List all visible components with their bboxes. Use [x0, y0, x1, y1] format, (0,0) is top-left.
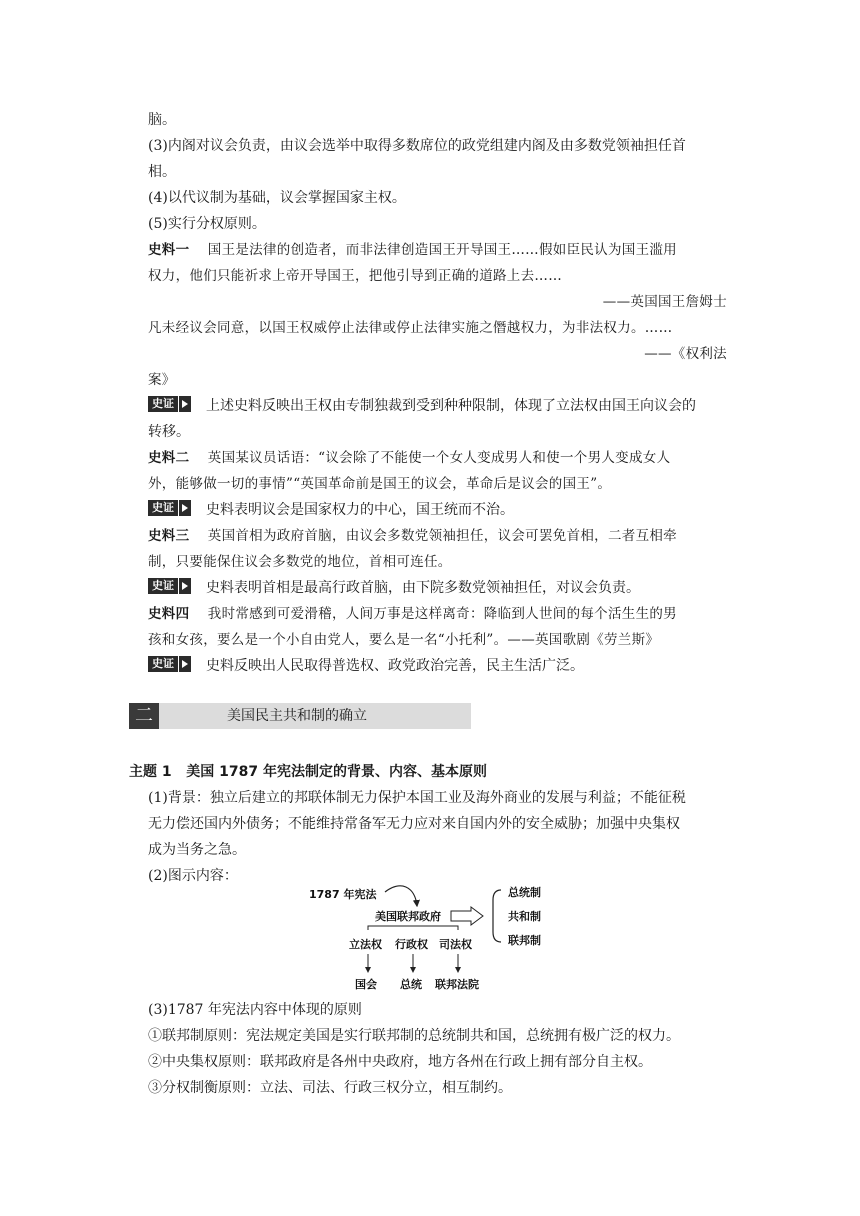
text-line: ③分权制衡原则：立法、司法、行政三权分立，相互制约。 — [148, 1080, 512, 1096]
curved-arrow-icon — [385, 886, 417, 906]
evidence-badge-icon: 史证 — [148, 656, 192, 672]
constitution-diagram — [305, 876, 565, 996]
material-label: 史料四 — [148, 606, 190, 622]
text-line: (3)内阁对议会负责，由议会选举中取得多数席位的政党组建内阁及由多数党领袖担任首 — [148, 138, 686, 154]
material-text: 凡未经议会同意，以国王权威停止法律或停止法律实施之僭越权力，为非法权力。…… — [148, 320, 673, 336]
evidence-badge-icon: 史证 — [148, 500, 192, 516]
topic-label: 主题 1 — [129, 764, 172, 780]
diagram-right-item: 共和制 — [508, 910, 541, 923]
text-line: (1)背景：独立后建立的邦联体制无力保护本国工业及海外商业的发展与利益；不能征税 — [148, 790, 686, 806]
source-material-2 — [148, 448, 670, 468]
text-line: 无力偿还国内外债务；不能维持常备军无力应对来自国内外的安全威胁；加强中央集权 — [148, 816, 680, 832]
diagram-power: 立法权 — [349, 938, 382, 951]
topic-heading — [129, 762, 487, 782]
bracket-line — [368, 926, 458, 930]
hollow-arrow-icon — [451, 907, 483, 925]
text-line: (5)实行分权原则。 — [148, 216, 266, 232]
evidence-3 — [148, 578, 640, 598]
source-material-1 — [148, 240, 677, 260]
material-text: 外，能够做一切的事情”“英国革命前是国王的议会，革命后是议会的国王”。 — [148, 476, 612, 492]
evidence-badge-icon: 史证 — [148, 578, 192, 594]
material-label: 史料二 — [148, 450, 190, 466]
evidence-text: 史料反映出人民取得普选权、政党政治完善，民主生活广泛。 — [206, 658, 584, 674]
evidence-2 — [148, 500, 514, 520]
material-label: 史料一 — [148, 242, 190, 258]
evidence-text: 史料表明议会是国家权力的中心，国王统而不治。 — [206, 502, 514, 518]
diagram-body: 联邦法院 — [435, 978, 479, 991]
figure-label: (2)图示内容： — [148, 868, 238, 884]
source-material-4 — [148, 604, 677, 624]
material-text: 权力，他们只能祈求上帝开导国王，把他引导到正确的道路上去…… — [148, 268, 562, 284]
evidence-text: 上述史料反映出王权由专制独裁到受到种种限制，体现了立法权由国王向议会的 — [206, 398, 696, 414]
source-material-3 — [148, 526, 677, 546]
evidence-badge-icon: 史证 — [148, 396, 192, 412]
text-line: 脑。 — [148, 112, 176, 128]
evidence-text: 史料表明首相是最高行政首脑，由下院多数党领袖担任，对议会负责。 — [206, 580, 640, 596]
diagram-right-item: 联邦制 — [508, 934, 541, 947]
text-line: 相。 — [148, 164, 176, 180]
material-text: 我时常感到可爱滑稽，人间万事是这样离奇：降临到人世间的每个活生生的男 — [207, 606, 677, 622]
material-text: 孩和女孩，要么是一个小自由党人，要么是一名“小托利”。——英国歌剧《劳兰斯》 — [148, 632, 660, 648]
diagram-federal-government: 美国联邦政府 — [375, 910, 441, 923]
text-line: (3)1787 年宪法内容中体现的原则 — [148, 1002, 362, 1018]
material-label: 史料三 — [148, 528, 190, 544]
evidence-text: 转移。 — [148, 424, 190, 440]
diagram-power: 行政权 — [395, 938, 428, 951]
material-text: 英国首相为政府首脑，由议会多数党领袖担任，议会可罢免首相，二者互相牵 — [207, 528, 677, 544]
material-source: 案》 — [148, 372, 176, 388]
evidence-1 — [148, 396, 696, 416]
diagram-right-item: 总统制 — [508, 886, 541, 899]
diagram-power: 司法权 — [439, 938, 472, 951]
material-text: 国王是法律的创造者，而非法律创造国王开导国王……假如臣民认为国王滥用 — [207, 242, 677, 258]
text-line: ②中央集权原则：联邦政府是各州中央政府，地方各州在行政上拥有部分自主权。 — [148, 1054, 652, 1070]
text-line: ①联邦制原则：宪法规定美国是实行联邦制的总统制共和国，总统拥有极广泛的权力。 — [148, 1028, 680, 1044]
topic-title: 美国 1787 年宪法制定的背景、内容、基本原则 — [186, 764, 487, 780]
evidence-4 — [148, 656, 584, 676]
diagram-body: 总统 — [400, 978, 422, 991]
section-title: 美国民主共和制的确立 — [227, 708, 367, 724]
material-source: ——《权利法 — [644, 346, 727, 362]
text-line: 成为当务之急。 — [148, 842, 246, 858]
section-number: 二 — [129, 703, 159, 729]
brace-icon — [493, 890, 501, 942]
diagram-constitution: 1787 年宪法 — [309, 888, 377, 901]
material-source: ——英国国王詹姆士 — [602, 294, 727, 310]
diagram-body: 国会 — [355, 978, 377, 991]
material-text: 英国某议员话语：“议会除了不能使一个女人变成男人和使一个男人变成女人 — [207, 450, 671, 466]
material-text: 制，只要能保住议会多数党的地位，首相可连任。 — [148, 554, 452, 570]
section-header — [129, 703, 471, 729]
text-line: (4)以代议制为基础，议会掌握国家主权。 — [148, 190, 406, 206]
